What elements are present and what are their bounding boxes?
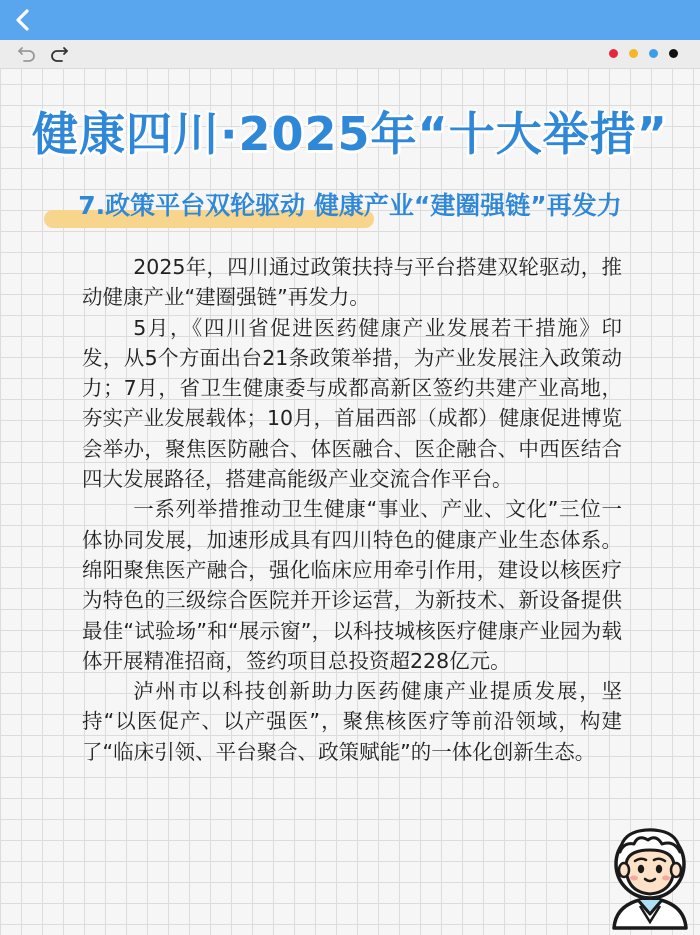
red-dot	[609, 49, 618, 58]
color-dots	[609, 49, 678, 58]
article-body	[82, 252, 622, 767]
undo-button[interactable]	[16, 44, 38, 64]
page-subtitle: 7.政策平台双轮驱动 健康产业“建圈强链”再发力	[78, 191, 622, 220]
yellow-dot	[629, 49, 638, 58]
paragraph-1: 2025年，四川通过政策扶持与平台搭建双轮驱动，推动健康产业“建圈强链”再发力。	[82, 255, 622, 310]
page-title: 健康四川·2025年“十大举措”	[32, 107, 668, 161]
top-bar	[0, 0, 700, 40]
redo-button[interactable]	[48, 44, 70, 64]
chevron-left-icon	[8, 4, 40, 36]
redo-icon	[48, 44, 70, 64]
back-button[interactable]	[8, 4, 40, 36]
undo-icon	[16, 44, 38, 64]
doctor-mascot-icon	[604, 822, 696, 930]
paragraph-2: 5月，《四川省促进医药健康产业发展若干措施》印发，从5个方面出台21条政策举措，为产业发展注入政策动力；7月，省卫生健康委与成都高新区签约共建产业高地，夯实产业发展载体；10月，首届西部（成都）健康促进博览会举办，聚焦医防融合、体医融合、医企融合、中西医结合四大发展路径，搭建高能级产业交流合作平台。	[82, 315, 622, 492]
paragraph-3: 一系列举措推动卫生健康“事业、产业、文化”三位一体协同发展，加速形成具有四川特色的健康产业生态体系。绵阳聚焦医产融合，强化临床应用牵引作用，建设以核医疗为特色的三级综合医院并开诊运营，为新技术、新设备提供最佳“试验场”和“展示窗”，以科技城核医疗健康产业园为载体开展精准招商，签约项目总投资超228亿元。	[82, 497, 622, 673]
blue-dot	[649, 49, 658, 58]
black-dot	[669, 49, 678, 58]
subtitle-block	[0, 186, 700, 234]
paragraph-4: 泸州市以科技创新助力医药健康产业提质发展，坚持“以医促产、以产强医”，聚焦核医疗等前沿领域，构建了“临床引领、平台聚合、政策赋能”的一体化创新生态。	[82, 679, 622, 764]
editor-toolbar	[0, 40, 700, 69]
